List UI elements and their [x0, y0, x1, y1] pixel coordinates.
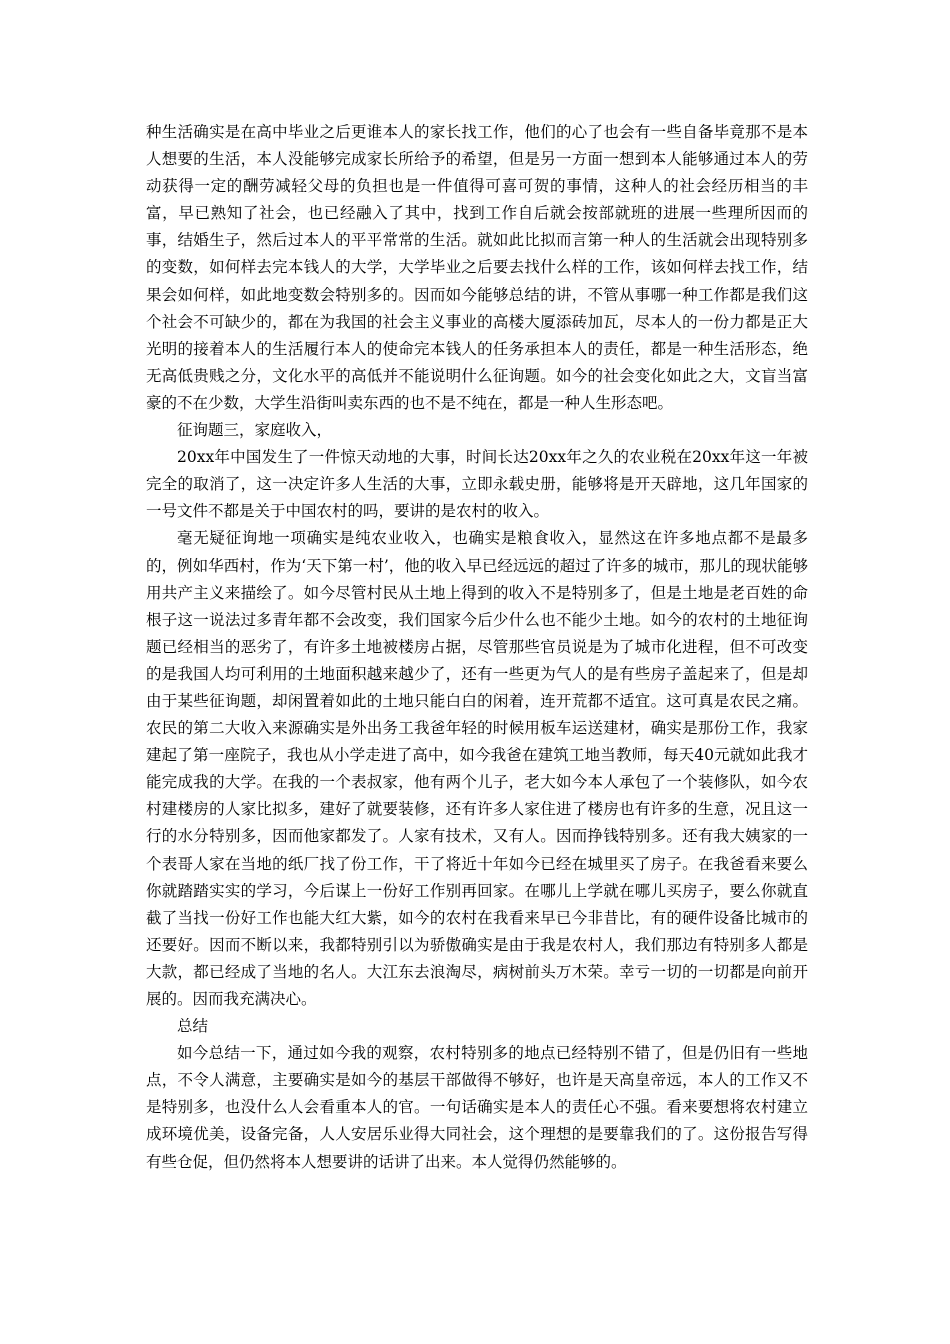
heading-question-three: 征询题三，家庭收入，	[177, 421, 333, 440]
paragraph-career-paths: 种生活确实是在高中毕业之后更谁本人的家长找工作，他们的心了也会有一些自备毕竟那不是本人想要的生活，本人没能够完成家长所给予的希望，但是另一方面一想到本人能够通过本人的劳动获得一定的酬劳减轻父母的负担也是一件值得可喜可贺的事情，这种人的社会经历相当的丰富，早已熟知了社会，也已经融入了其中，找到工作自后就会按部就班的进展一些理所因而的事，结婚生子，然后过本人的平平常常的生活。就如此比拟而言第一种人的生活就会出现特别多的变数，如何样去完本钱人的大学，大学毕业之后要去找什么样的工作，该如何样去找工作，结果会如何样，如此地变数会特别多的。因而如今能够总结的讲，不管从事哪一种工作都是我们这个社会不可缺少的，都在为我国的社会主义事业的高楼大厦添砖加瓦，尽本人的一份力都是正大光明的接着本人的生活履行本人的使命完本钱人的任务承担本人的责任，都是一种生活形态，绝无高低贵贱之分，文化水平的高低并不能说明什么征询题。如今的社会变化如此之大，文盲当富豪的不在少数，大学生沿街叫卖东西的也不是不纯在，都是一种人生形态吧。	[146, 123, 808, 412]
paragraph-agricultural-tax: 20xx年中国发生了一件惊天动地的大事，时间长达20xx年之久的农业税在20xx年这一年被完全的取消了，这一决定许多人生活的大事，立即永载史册，能够将是开天辟地，这几年国家的一号文件不都是关于中国农村的吗，要讲的是农村的收入。	[146, 448, 808, 521]
heading-summary: 总结	[177, 1017, 209, 1036]
paragraph-rural-income: 毫无疑征询地一项确实是纯农业收入，也确实是粮食收入，显然这在许多地点都不是最多的，例如华西村，作为‘天下第一村’，他的收入早已经远远的超过了许多的城市，那儿的现状能够用共产主义来描绘了。如今尽管村民从土地上得到的收入不是特别多了，但是土地是老百姓的命根子这一说法过多青年都不会改变，我们国家今后少什么也不能少土地。如今的农村的土地征询题已经相当的恶劣了，有许多土地被楼房占据，尽管那些官员说是为了城市化进程，但不可改变的是我国人均可利用的土地面积越来越少了，还有一些更为气人的是有些房子盖起来了，但是却由于某些征询题，却闲置着如此的土地只能白白的闲着，连开荒都不适宜。这可真是农民之痛。农民的第二大收入来源确实是外出务工我爸年轻的时候用板车运送建材，确实是那份工作，我家建起了第一座院子，我也从小学走进了高中，如今我爸在建筑工地当教师，每天40元就如此我才能完成我的大学。在我的一个表叔家，他有两个儿子，老大如今本人承包了一个装修队，如今农村建楼房的人家比拟多，建好了就要装修，还有许多人家住进了楼房也有许多的生意，况且这一行的水分特别多，因而他家都发了。人家有技术，又有人。因而挣钱特别多。还有我大姨家的一个表哥人家在当地的纸厂找了份工作，干了将近十年如今已经在城里买了房子。在我爸看来要么你就踏踏实实的学习，今后谋上一份好工作别再回家。在哪儿上学就在哪儿买房子，要么你就直截了当找一份好工作也能大红大紫，如今的农村在我看来早已今非昔比，有的硬件设备比城市的还要好。因而不断以来，我都特别引以为骄傲确实是由于我是农村人，我们那边有特别多人都是大款，都已经成了当地的名人。大江东去浪淘尽，病树前头万木荣。幸亏一切的一切都是向前开展的。因而我充满决心。	[146, 529, 808, 1008]
paragraph-summary: 如今总结一下，通过如今我的观察，农村特别多的地点已经特别不错了，但是仍旧有一些地点，不令人满意，主要确实是如今的基层干部做得不够好，也许是天高皇帝远，本人的工作又不是特别多，也没什么人会看重本人的官。一句话确实是本人的责任心不强。看来要想将农村建立成环境优美，设备完备，人人安居乐业得大同社会，这个理想的是要靠我们的了。这份报告写得有些仓促，但仍然将本人想要讲的话讲了出来。本人觉得仍然能够的。	[146, 1044, 808, 1171]
document-page	[146, 119, 808, 1176]
